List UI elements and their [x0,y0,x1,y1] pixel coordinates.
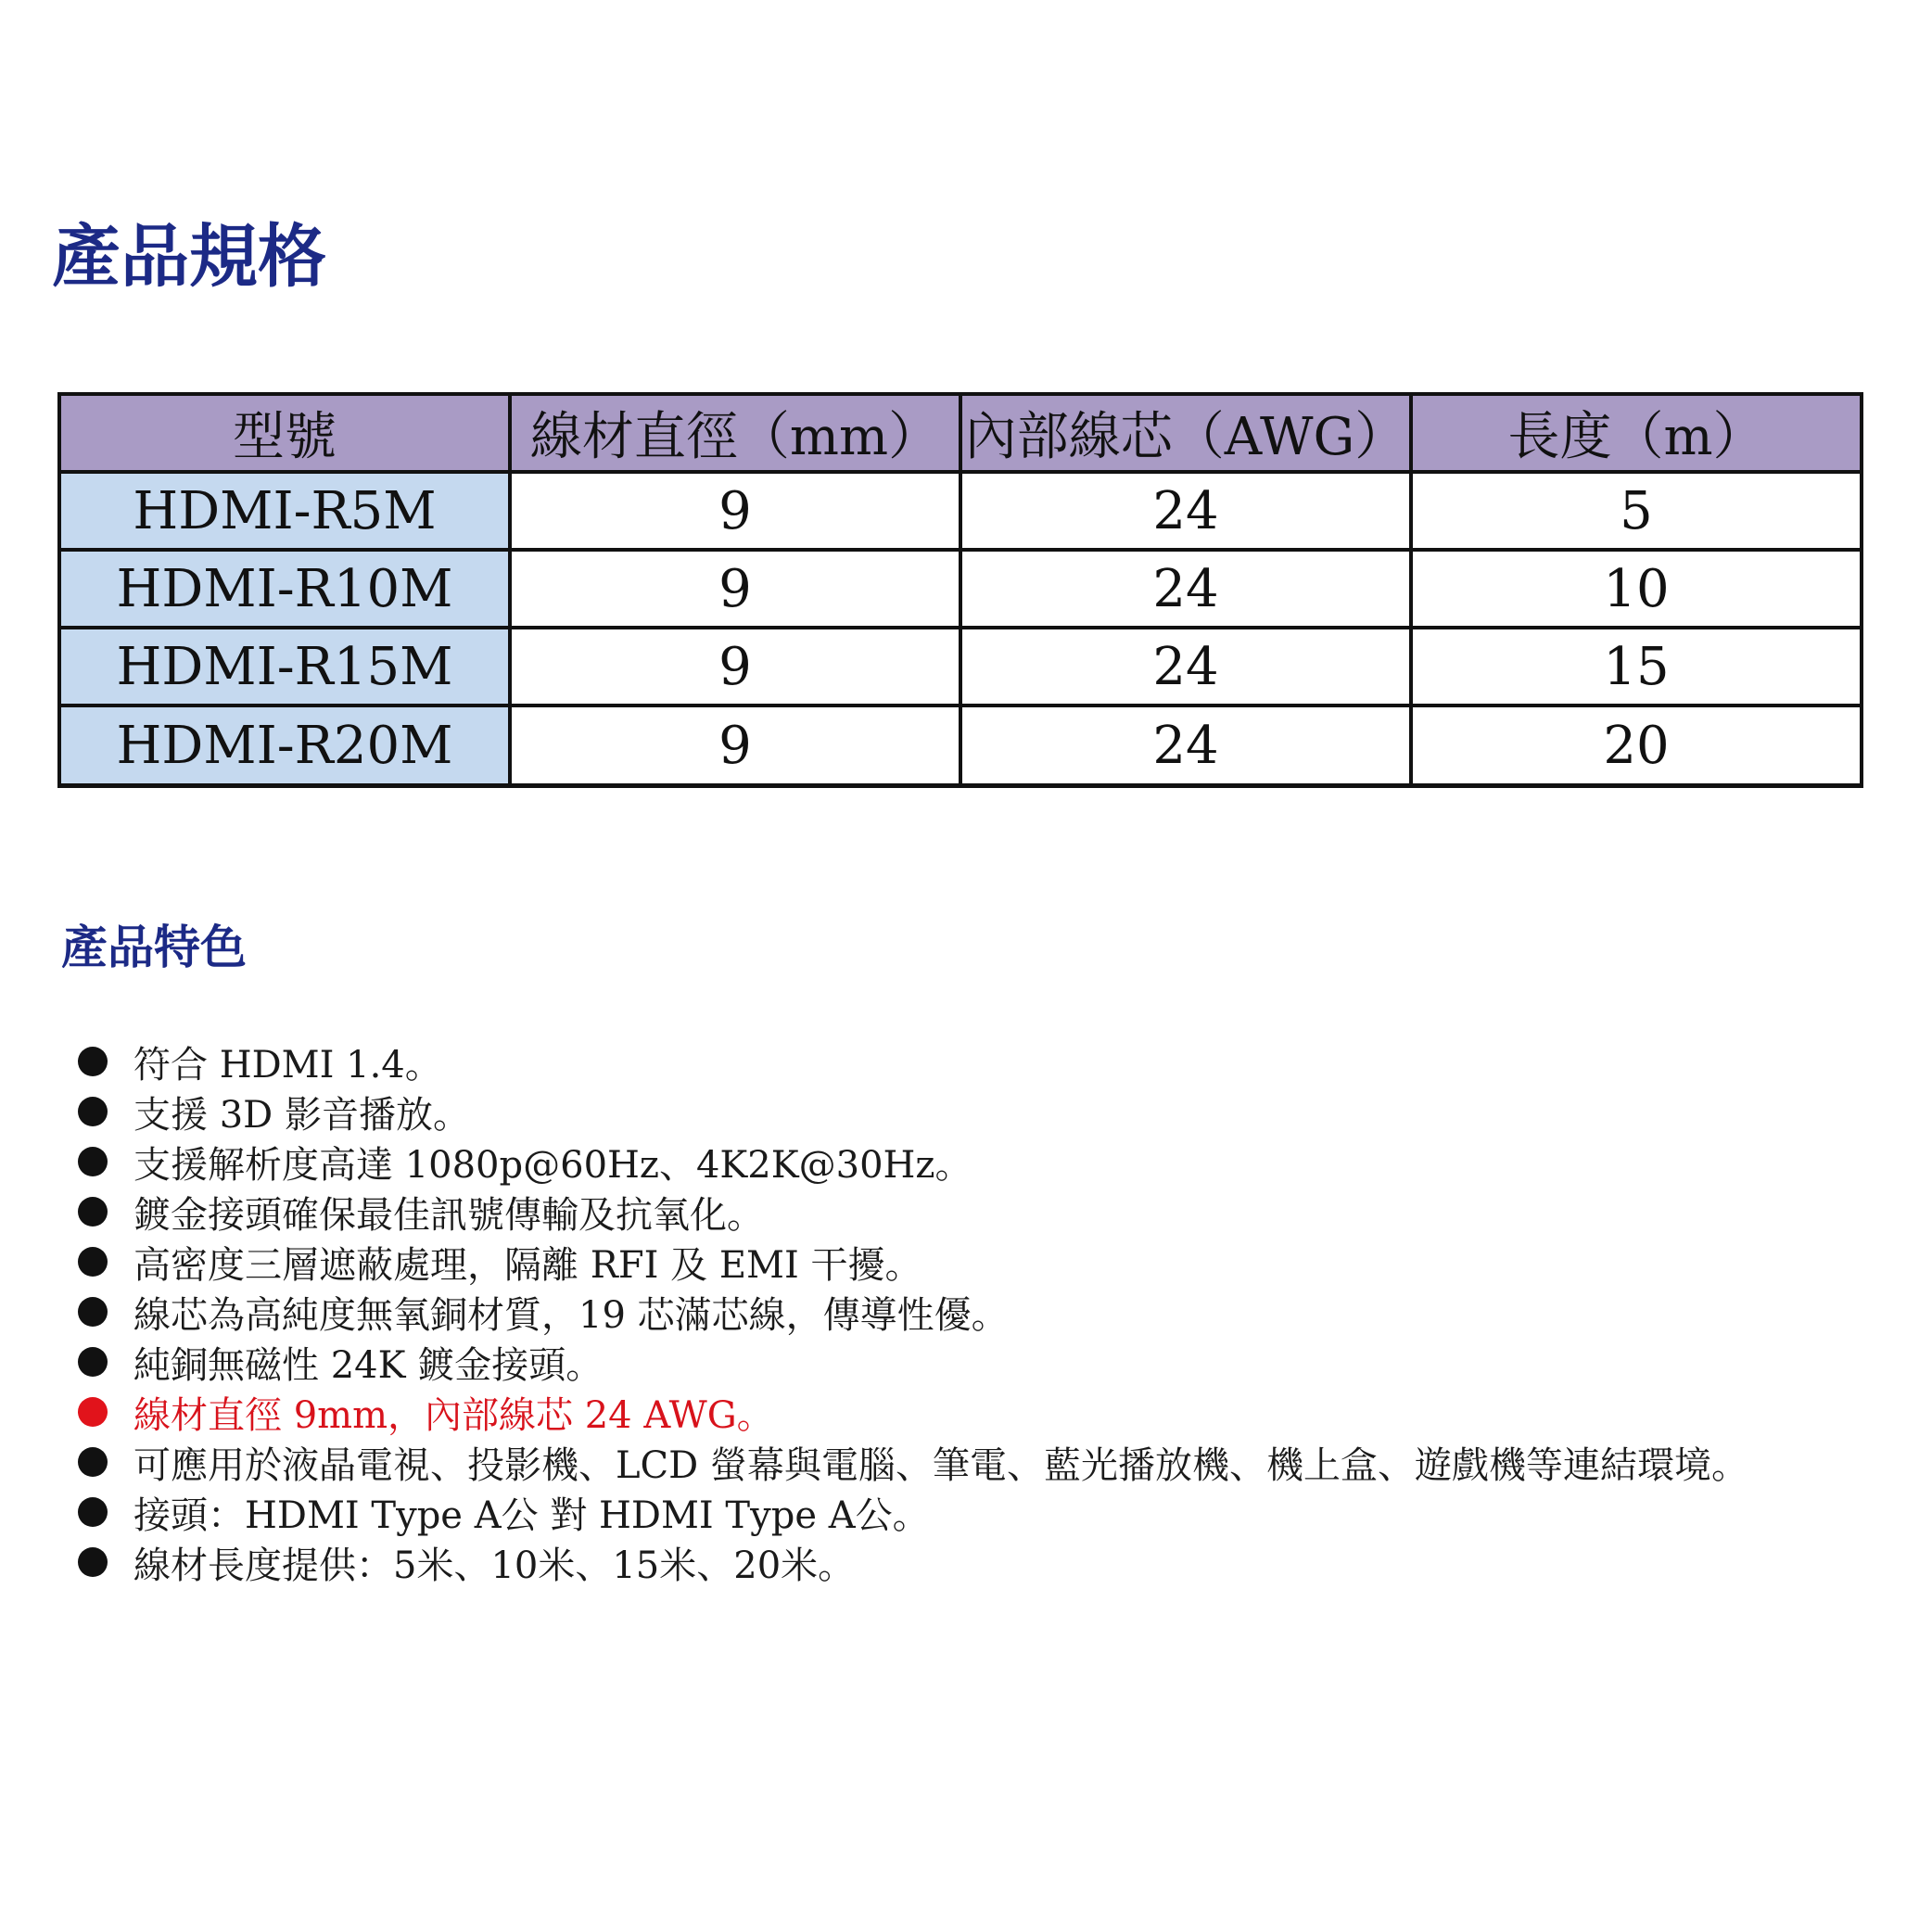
features-title: 產品特色 [61,921,247,974]
features-list [78,1036,1748,1587]
bullet-icon [78,1297,108,1327]
cell-awg: 24 [960,472,1411,550]
cell-awg: 24 [960,550,1411,628]
list-item [78,1437,1748,1487]
list-item [78,1487,1748,1537]
feature-text: 線芯為高純度無氧銅材質，19 芯滿芯線，傳導性優。 [133,1293,1009,1337]
bullet-icon [78,1497,108,1527]
feature-text: 支援 3D 影音播放。 [133,1093,470,1137]
list-item-highlight [78,1387,1748,1437]
feature-text: 純銅無磁性 24K 鍍金接頭。 [133,1343,604,1387]
bullet-icon [78,1097,108,1126]
feature-text: 接頭：HDMI Type A公 對 HDMI Type A公。 [133,1493,930,1537]
feature-text: 支援解析度高達 1080p@60Hz、4K2K@30Hz。 [133,1143,972,1187]
spec-title: 產品規格 [52,217,326,297]
bullet-icon [78,1047,108,1076]
feature-text: 可應用於液晶電視、投影機、LCD 螢幕與電腦、筆電、藍光播放機、機上盒、遊戲機等連結環境。 [133,1443,1748,1487]
header-length: 長度（m） [1411,394,1862,472]
table-row [59,628,1862,705]
list-item [78,1537,1748,1587]
bullet-icon [78,1347,108,1377]
cell-length: 20 [1411,705,1862,786]
cell-length: 15 [1411,628,1862,705]
cell-model: HDMI-R15M [59,628,510,705]
cell-model: HDMI-R20M [59,705,510,786]
feature-text: 線材直徑 9mm，內部線芯 24 AWG。 [133,1393,774,1437]
list-item [78,1137,1748,1187]
cell-length: 5 [1411,472,1862,550]
cell-model: HDMI-R10M [59,550,510,628]
feature-text: 高密度三層遮蔽處理，隔離 RFI 及 EMI 干擾。 [133,1243,922,1287]
list-item [78,1036,1748,1087]
bullet-icon [78,1447,108,1477]
cell-model: HDMI-R5M [59,472,510,550]
bullet-icon [78,1197,108,1227]
cell-awg: 24 [960,705,1411,786]
red-bullet-icon [78,1397,108,1427]
list-item [78,1237,1748,1287]
cell-diameter: 9 [510,628,960,705]
feature-text: 符合 HDMI 1.4。 [133,1043,442,1087]
cell-diameter: 9 [510,472,960,550]
cell-diameter: 9 [510,705,960,786]
list-item [78,1187,1748,1237]
cell-length: 10 [1411,550,1862,628]
spec-table [57,392,1863,788]
feature-text: 線材長度提供：5米、10米、15米、20米。 [133,1544,856,1587]
list-item [78,1087,1748,1137]
bullet-icon [78,1547,108,1577]
cell-diameter: 9 [510,550,960,628]
header-diameter: 線材直徑（mm） [510,394,960,472]
list-item [78,1337,1748,1387]
bullet-icon [78,1247,108,1277]
table-row [59,705,1862,786]
spec-table-header-row [59,394,1862,472]
table-row [59,472,1862,550]
bullet-icon [78,1147,108,1176]
cell-awg: 24 [960,628,1411,705]
header-model: 型號 [59,394,510,472]
feature-text: 鍍金接頭確保最佳訊號傳輸及抗氧化。 [133,1193,764,1237]
table-row [59,550,1862,628]
list-item [78,1287,1748,1337]
header-awg: 內部線芯（AWG） [960,394,1411,472]
